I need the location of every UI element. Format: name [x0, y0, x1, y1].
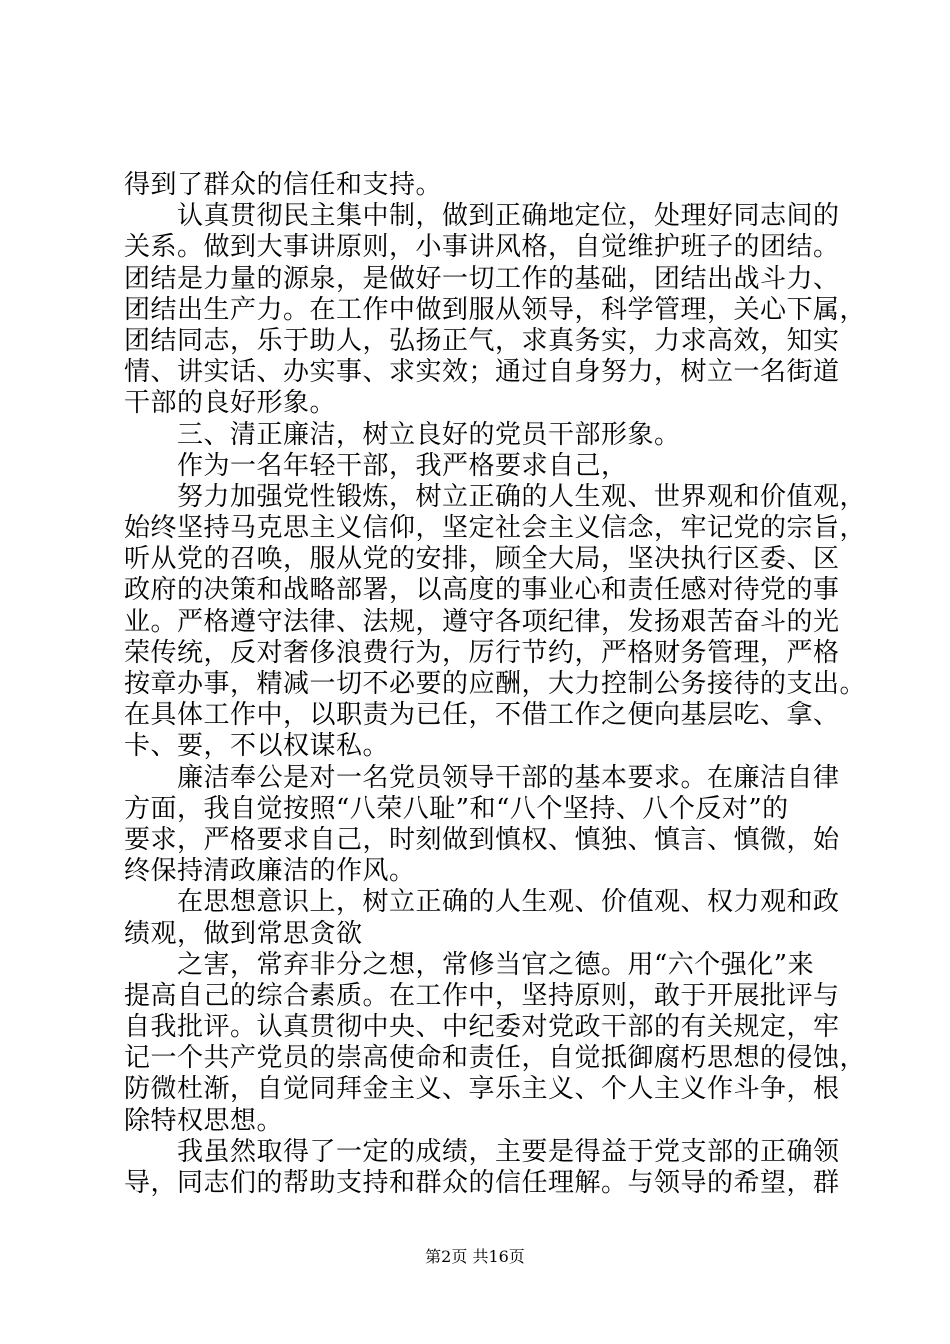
text-line: 团结是力量的源泉，是做好一切工作的基础，团结出战斗力、 — [124, 263, 840, 294]
text-line: 记一个共产党员的崇高使命和责任，自觉抵御腐朽思想的侵蚀， — [124, 1043, 867, 1074]
text-line: 防微杜渐，自觉同拜金主义、享乐主义、个人主义作斗争，根 — [124, 1074, 840, 1105]
text-line: 在具体工作中，以职责为已任，不借工作之便向基层吃、拿、 — [124, 700, 840, 731]
text-line: 得到了群众的信任和支持。 — [124, 170, 443, 200]
document-body — [124, 170, 867, 1199]
text-line: 关系。做到大事讲原则，小事讲风格，自觉维护班子的团结。 — [124, 232, 840, 263]
text-line: 除特权思想。 — [124, 1105, 284, 1136]
text-line: 团结出生产力。在工作中做到服从领导，科学管理，关心下属， — [124, 294, 867, 325]
text-line: 情、讲实话、办实事、求实效；通过自身努力，树立一名街道 — [124, 357, 840, 388]
text-line: 我虽然取得了一定的成绩，主要是得益于党支部的正确领 — [124, 1136, 840, 1167]
text-line: 按章办事，精减一切不必要的应酬，大力控制公务接待的支出。 — [124, 669, 867, 699]
text-line: 荣传统，反对奢侈浪费行为，厉行节约，严格财务管理，严格 — [124, 637, 840, 668]
text-line: 终保持清政廉洁的作风。 — [124, 856, 416, 887]
text-line: 认真贯彻民主集中制，做到正确地定位，处理好同志间的 — [124, 201, 840, 232]
text-line: 之害，常弃非分之想，常修当官之德。用“六个强化”来 — [124, 949, 815, 980]
text-line: 卡、要，不以权谋私。 — [124, 731, 390, 762]
text-line: 三、清正廉洁，树立良好的党员干部形象。 — [124, 419, 681, 450]
text-line: 廉洁奉公是对一名党员领导干部的基本要求。在廉洁自律 — [124, 762, 840, 793]
text-line: 听从党的召唤，服从党的安排，顾全大局，坚决执行区委、区 — [124, 544, 840, 575]
text-line: 努力加强党性锻炼，树立正确的人生观、世界观和价值观， — [124, 481, 867, 512]
text-line: 政府的决策和战略部署，以高度的事业心和责任感对待党的事 — [124, 575, 840, 606]
text-line: 干部的良好形象。 — [124, 388, 337, 419]
page-footer: 第2页 共16页 — [425, 1247, 525, 1266]
text-line: 始终坚持马克思主义信仰，坚定社会主义信念，牢记党的宗旨， — [124, 513, 867, 544]
text-line: 在思想意识上，树立正确的人生观、价值观、权力观和政 — [124, 887, 840, 918]
text-line: 团结同志，乐于助人，弘扬正气，求真务实，力求高效，知实 — [124, 325, 840, 356]
text-line: 业。严格遵守法律、法规，遵守各项纪律，发扬艰苦奋斗的光 — [124, 606, 840, 637]
text-line: 导，同志们的帮助支持和群众的信任理解。与领导的希望，群 — [124, 1168, 840, 1198]
text-line: 绩观，做到常思贪欲 — [124, 918, 363, 949]
text-line: 方面，我自觉按照“八荣八耻”和“八个坚持、八个反对”的 — [124, 793, 789, 824]
text-line: 作为一名年轻干部，我严格要求自己， — [124, 450, 628, 481]
text-line: 提高自己的综合素质。在工作中，坚持原则，敢于开展批评与 — [124, 980, 840, 1011]
text-line: 自我批评。认真贯彻中央、中纪委对党政干部的有关规定，牢 — [124, 1012, 840, 1043]
text-line: 要求，严格要求自己，时刻做到慎权、慎独、慎言、慎微，始 — [124, 824, 840, 855]
